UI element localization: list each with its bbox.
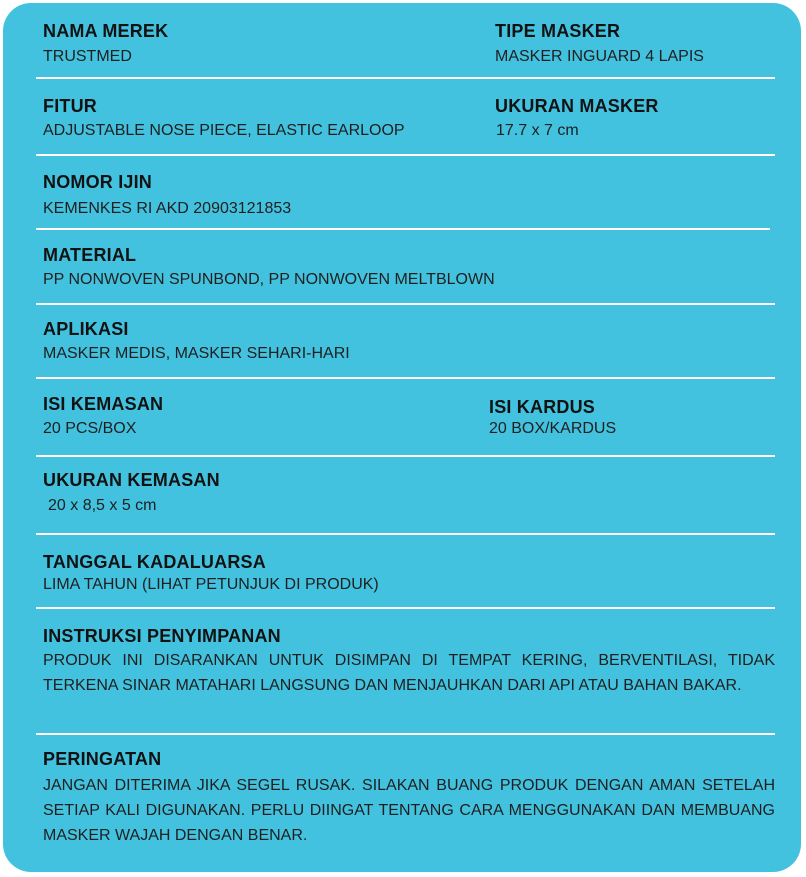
separator	[36, 228, 770, 230]
separator	[36, 154, 775, 156]
ukuran-masker-value: 17.7 x 7 cm	[496, 122, 579, 139]
isi-kemasan-label: ISI KEMASAN	[43, 394, 164, 414]
ukuran-kemasan-value: 20 x 8,5 x 5 cm	[48, 497, 157, 514]
isi-kardus-value: 20 BOX/KARDUS	[489, 420, 617, 437]
aplikasi-label: APLIKASI	[43, 319, 129, 339]
tipe-masker-value: MASKER INGUARD 4 LAPIS	[495, 48, 704, 65]
product-spec-card	[3, 3, 801, 872]
separator	[36, 303, 775, 305]
fitur-label: FITUR	[43, 96, 97, 116]
separator	[36, 533, 775, 535]
isi-kemasan-value: 20 PCS/BOX	[43, 420, 137, 437]
tanggal-kadaluarsa-value: LIMA TAHUN (LIHAT PETUNJUK DI PRODUK)	[43, 576, 379, 593]
separator	[36, 377, 775, 379]
fitur-value: ADJUSTABLE NOSE PIECE, ELASTIC EARLOOP	[43, 122, 405, 139]
aplikasi-value: MASKER MEDIS, MASKER SEHARI-HARI	[43, 345, 350, 362]
tipe-masker-label: TIPE MASKER	[495, 21, 621, 41]
peringatan-label: PERINGATAN	[43, 749, 162, 769]
material-label: MATERIAL	[43, 245, 137, 265]
nomor-ijin-label: NOMOR IJIN	[43, 172, 153, 192]
instruksi-penyimpanan-label: INSTRUKSI PENYIMPANAN	[43, 626, 281, 646]
separator	[36, 733, 775, 735]
separator	[36, 77, 775, 79]
ukuran-kemasan-label: UKURAN KEMASAN	[43, 470, 220, 490]
material-value: PP NONWOVEN SPUNBOND, PP NONWOVEN MELTBLOWN	[43, 271, 495, 288]
tanggal-kadaluarsa-label: TANGGAL KADALUARSA	[43, 552, 266, 572]
nama-merek-value: TRUSTMED	[43, 48, 132, 65]
isi-kardus-label: ISI KARDUS	[489, 397, 596, 417]
peringatan-value: JANGAN DITERIMA JIKA SEGEL RUSAK. SILAKAN BUANG PRODUK DENGAN AMAN SETELAH SETIAP KALI DIGUNAKAN. PERLU DIINGAT TENTANG CARA MENGGUNAKAN DAN MEMBUANG MASKER WAJAH DENGAN BENAR.	[43, 777, 775, 844]
separator	[36, 607, 775, 609]
ukuran-masker-label: UKURAN MASKER	[495, 96, 659, 116]
separator	[36, 455, 775, 457]
nomor-ijin-value: KEMENKES RI AKD 20903121853	[43, 200, 292, 217]
nama-merek-label: NAMA MEREK	[43, 21, 169, 41]
instruksi-penyimpanan-value: PRODUK INI DISARANKAN UNTUK DISIMPAN DI TEMPAT KERING, BERVENTILASI, TIDAK TERKENA SINAR MATAHARI LANGSUNG DAN MENJAUHKAN DARI API ATAU BAHAN BAKAR.	[43, 652, 775, 694]
